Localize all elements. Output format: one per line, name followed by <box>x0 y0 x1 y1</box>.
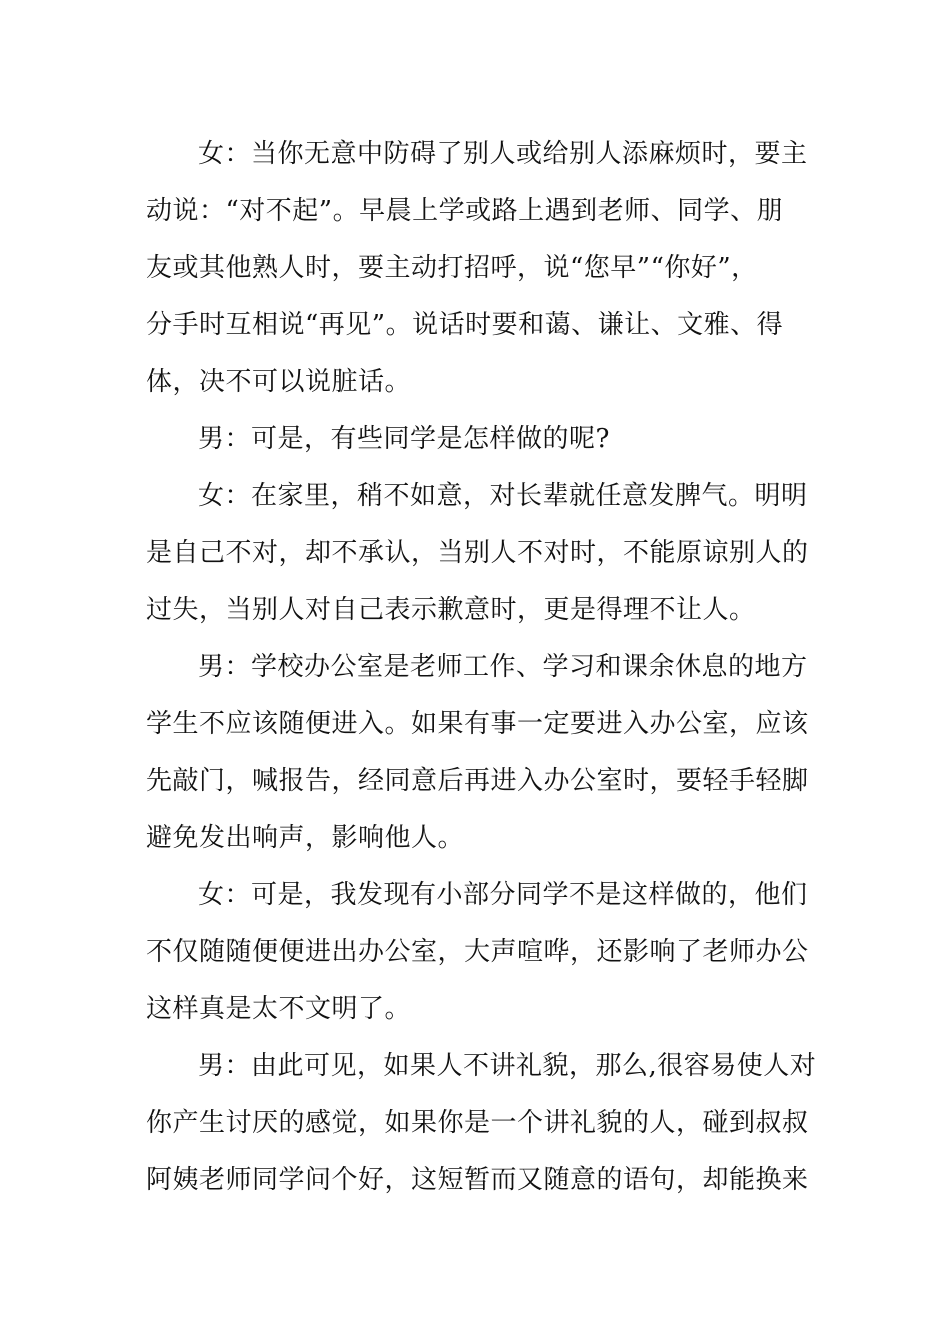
paragraph-line: 避免发出响声，影响他人。 <box>146 823 465 853</box>
paragraph-line: 是自己不对，却不承认，当别人不对时，不能原谅别人的 <box>146 538 809 568</box>
paragraph-line: 阿姨老师同学问个好，这短暂而又随意的语句，却能换来 <box>146 1165 809 1195</box>
paragraph-line: 分手时互相说“再见”。说话时要和蔼、谦让、文雅、得 <box>146 310 784 340</box>
paragraph-2 <box>146 411 806 468</box>
paragraph-line: 学生不应该随便进入。如果有事一定要进入办公室，应该 <box>146 709 809 739</box>
paragraph-line: 女：在家里，稍不如意，对长辈就任意发脾气。明明 <box>198 481 808 511</box>
paragraph-line: 你产生讨厌的感觉，如果你是一个讲礼貌的人，碰到叔叔 <box>146 1108 809 1138</box>
paragraph-line: 过失，当别人对自己表示歉意时，更是得理不让人。 <box>146 595 756 625</box>
paragraph-1 <box>146 126 806 411</box>
paragraph-line: 男：由此可见，如果人不讲礼貌，那么,很容易使人对 <box>198 1051 817 1081</box>
paragraph-4 <box>146 639 809 867</box>
paragraph-line: 男：学校办公室是老师工作、学习和课余休息的地方 <box>198 652 808 682</box>
paragraph-3 <box>146 468 809 639</box>
paragraph-line: 体，决不可以说脏话。 <box>146 367 412 397</box>
paragraph-6 <box>146 1038 817 1209</box>
paragraph-line: 动说：“对不起”。早晨上学或路上遇到老师、同学、朋 <box>146 196 784 226</box>
paragraph-line: 女：可是，我发现有小部分同学不是这样做的，他们 <box>198 880 808 910</box>
paragraph-line: 先敲门，喊报告，经同意后再进入办公室时，要轻手轻脚 <box>146 766 809 796</box>
paragraph-line: 这样真是太不文明了。 <box>146 994 412 1024</box>
paragraph-line: 不仅随随便便进出办公室，大声喧哗，还影响了老师办公 <box>146 937 809 967</box>
paragraph-line: 女：当你无意中防碍了别人或给别人添麻烦时，要主 <box>198 139 808 169</box>
paragraph-5 <box>146 867 809 1038</box>
paragraph-line: 男：可是，有些同学是怎样做的呢? <box>198 424 610 454</box>
paragraph-line: 友或其他熟人时，要主动打招呼，说“您早”“你好”， <box>146 253 758 283</box>
document-body <box>146 126 817 1209</box>
